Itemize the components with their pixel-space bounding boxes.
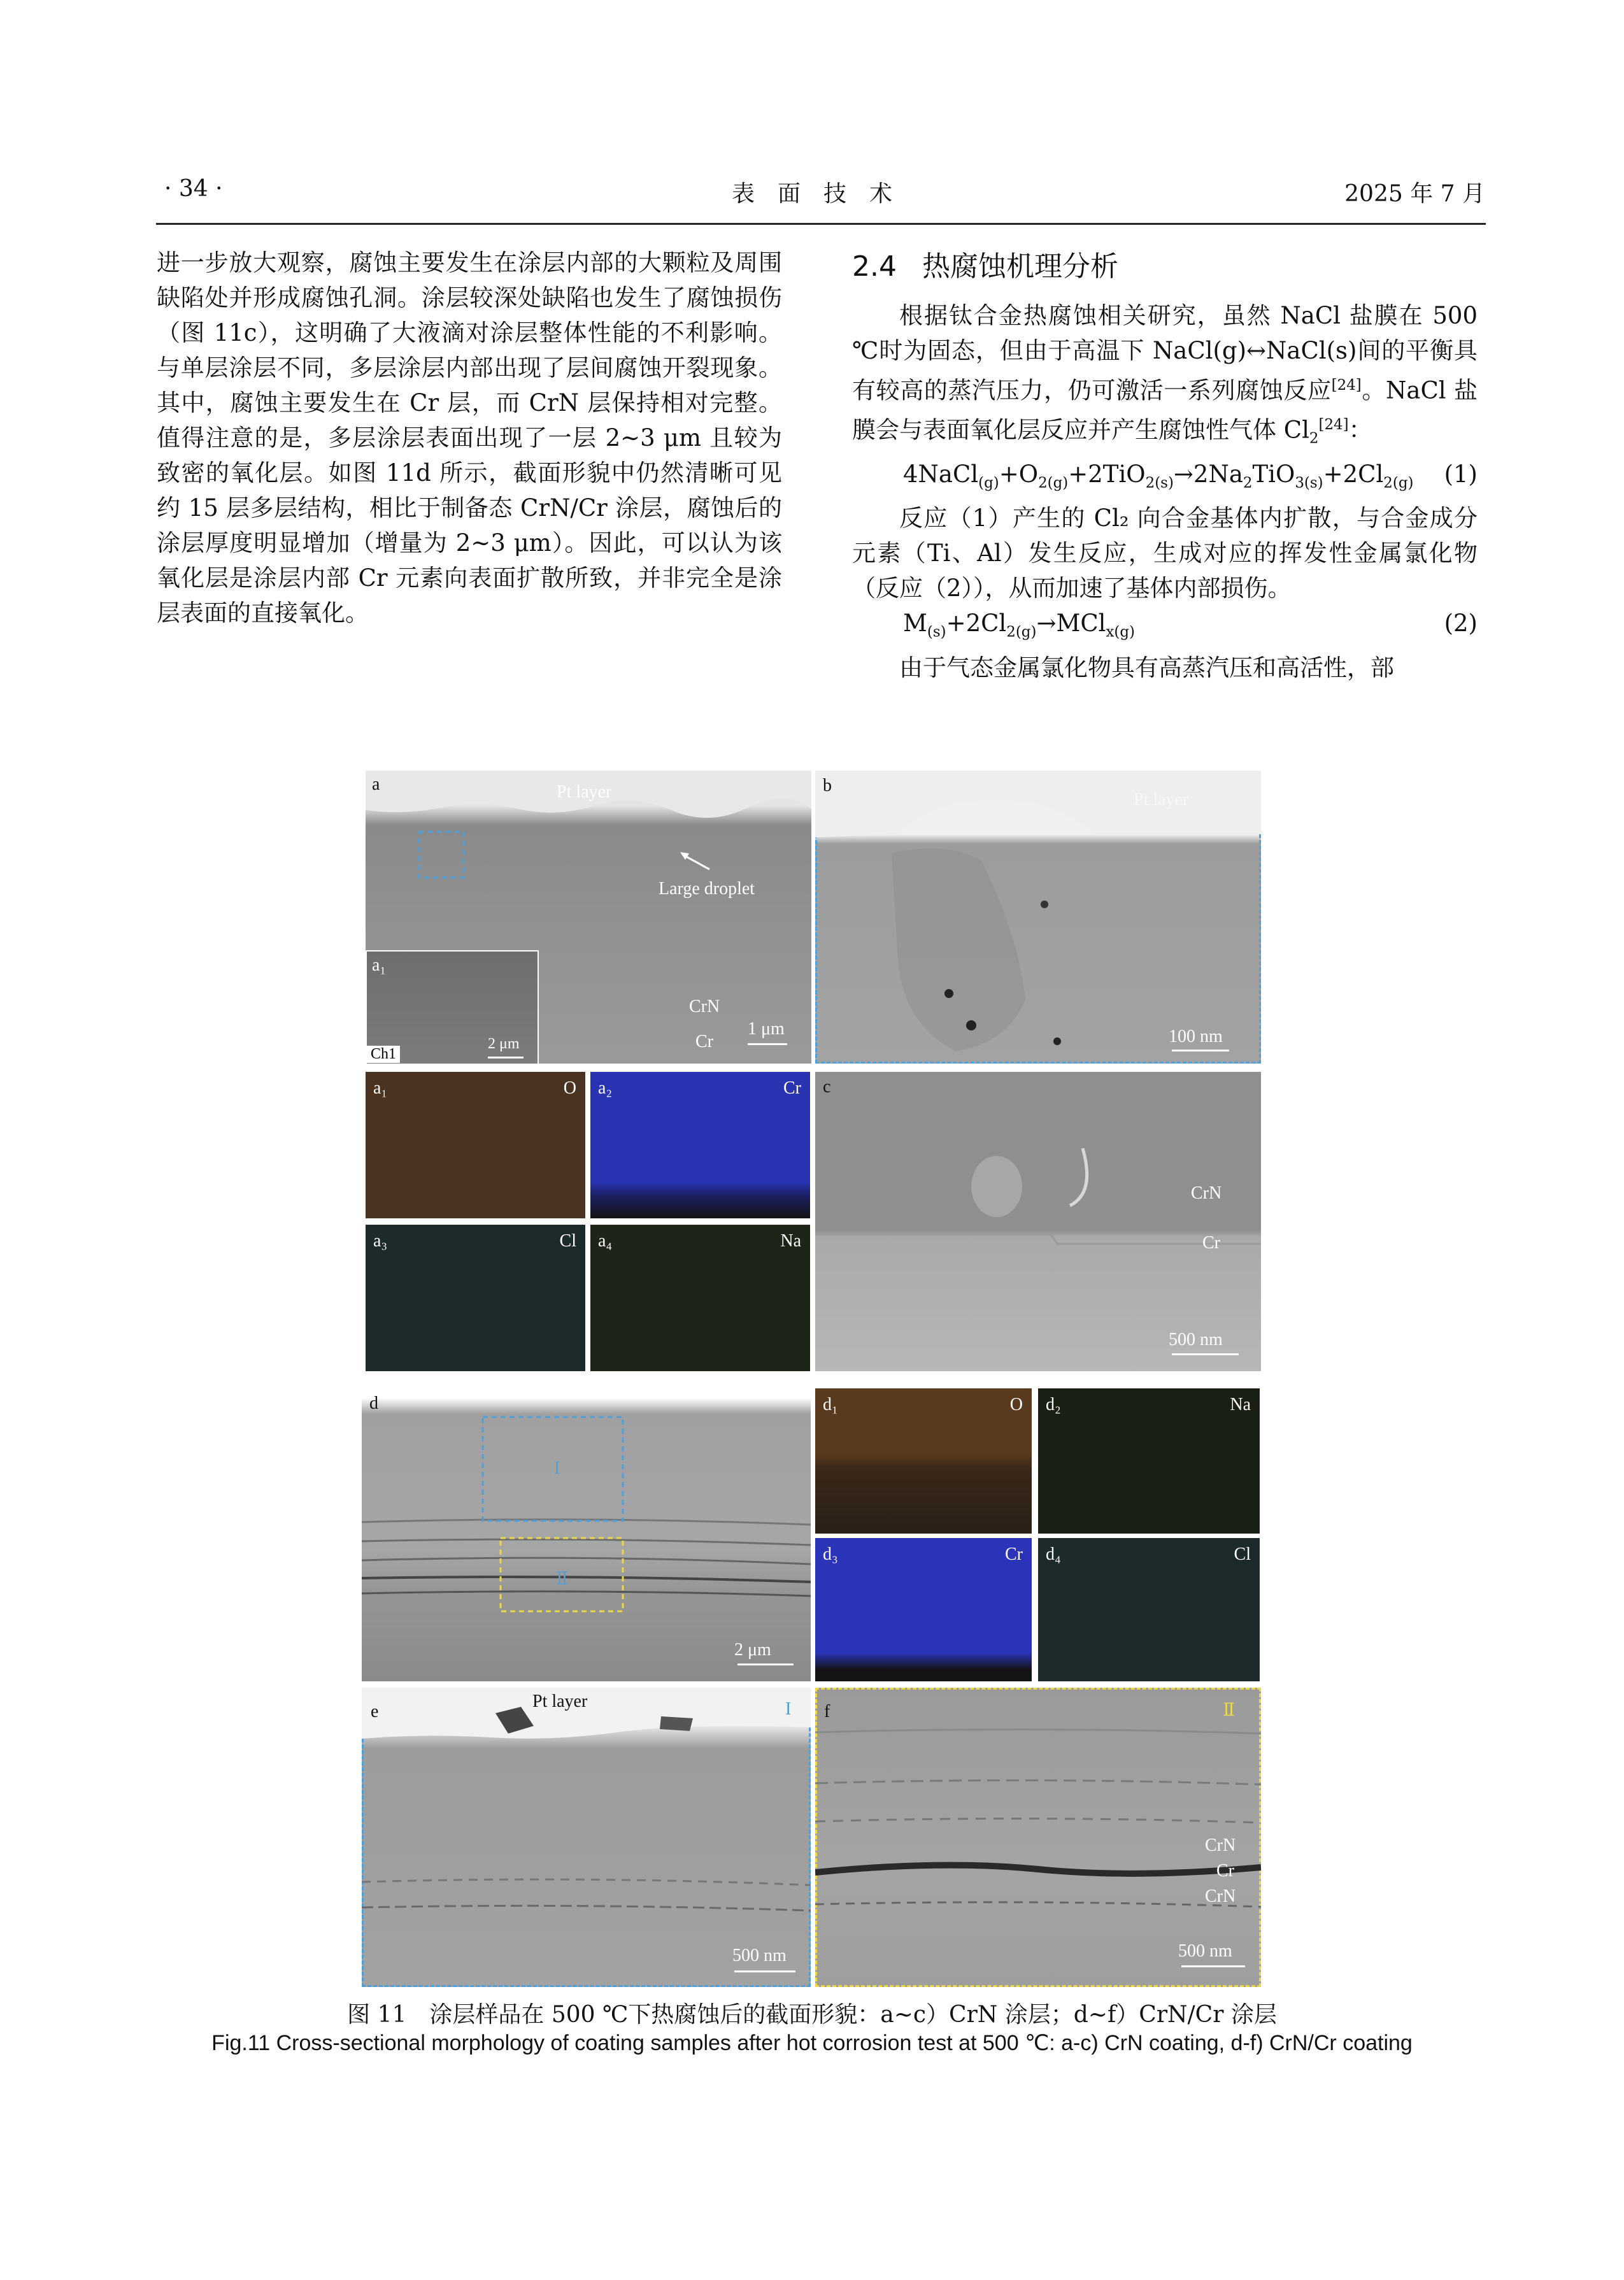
scale-label: 2 μm bbox=[734, 1640, 771, 1660]
region-i-label: I bbox=[785, 1699, 792, 1719]
panel-label: a bbox=[372, 774, 380, 794]
map-label: a₃ bbox=[373, 1231, 388, 1251]
issue-date: 2025 年 7 月 bbox=[1344, 181, 1485, 207]
large-droplet-label: Large droplet bbox=[659, 879, 755, 899]
eds-map-a2-Cr bbox=[590, 1072, 810, 1218]
panel-f-sem bbox=[815, 1688, 1261, 1987]
eds-map-a4-Na bbox=[590, 1225, 810, 1371]
citation: [24] bbox=[1318, 417, 1349, 434]
panel-label: e bbox=[371, 1702, 379, 1721]
journal-title: 表 面 技 术 bbox=[731, 181, 892, 207]
inset-label: a₁ bbox=[372, 955, 387, 975]
eds-map-d1-O bbox=[815, 1388, 1032, 1534]
scale-label: 100 nm bbox=[1169, 1027, 1223, 1046]
eds-map-a1-O bbox=[366, 1072, 585, 1218]
channel-label: Ch1 bbox=[367, 1046, 400, 1063]
paragraph-continued: 由于气态金属氯化物具有高蒸汽压和高活性，部 bbox=[899, 653, 1394, 681]
inset-a1 bbox=[366, 950, 539, 1064]
panel-label: d bbox=[369, 1393, 378, 1413]
crn-label-2: CrN bbox=[1205, 1886, 1236, 1906]
region-ii-label: Ⅱ bbox=[556, 1569, 569, 1589]
map-element: Cr bbox=[1005, 1544, 1023, 1564]
region-ii-label: Ⅱ bbox=[1223, 1700, 1236, 1720]
region-i-label: I bbox=[554, 1458, 560, 1478]
scale-bar bbox=[1172, 1353, 1239, 1355]
para-text-a: 根据钛合金热腐蚀相关研究，虽然 NaCl 盐膜在 500 ℃时为固态，但由于高温下 NaCl(g)↔NaCl(s)间的平衡具有较高的蒸汽压力，仍可激活一系列腐蚀反应 bbox=[852, 302, 1478, 404]
panel-d-multilayer bbox=[362, 1388, 811, 1681]
eds-map-d4-Cl bbox=[1038, 1538, 1260, 1681]
map-label: a₂ bbox=[598, 1078, 613, 1098]
inset-scale-bar bbox=[488, 1057, 524, 1058]
map-label: a₁ bbox=[373, 1078, 388, 1098]
map-label: d₃ bbox=[823, 1544, 838, 1564]
header-rule bbox=[156, 223, 1486, 225]
scale-bar bbox=[737, 1664, 794, 1665]
scale-bar bbox=[734, 1970, 795, 1972]
paragraph-mechanism bbox=[852, 298, 1478, 457]
equation-2 bbox=[852, 606, 1478, 650]
map-element: Cl bbox=[559, 1231, 576, 1251]
scale-label: 500 nm bbox=[732, 1946, 787, 1965]
para-text-b: 。NaCl 盐膜会与表面氧化层反应并产生腐蚀性气体 Cl bbox=[852, 376, 1478, 444]
section-title: 热腐蚀机理分析 bbox=[922, 250, 1118, 283]
figure-caption-zh: 图 11 涂层样品在 500 ℃下热腐蚀后的截面形貌：a~c）CrN 涂层；d~f）CrN/Cr 涂层 bbox=[347, 2002, 1277, 2028]
scale-bar bbox=[1181, 1965, 1245, 1967]
scale-bar bbox=[1172, 1050, 1229, 1051]
scale-label: 1 μm bbox=[748, 1019, 785, 1039]
figure-caption-en: Fig.11 Cross-sectional morphology of coating samples after hot corrosion test at 500 ℃: a-c) CrN coating, d-f) CrN/Cr coating bbox=[211, 2031, 1413, 2055]
crn-label: CrN bbox=[689, 997, 720, 1016]
scale-label: 500 nm bbox=[1178, 1941, 1232, 1961]
map-element: O bbox=[563, 1078, 576, 1098]
crn-label: CrN bbox=[1205, 1835, 1236, 1855]
scale-bar bbox=[748, 1043, 787, 1045]
cr-label: Cr bbox=[695, 1032, 713, 1051]
map-label: d₂ bbox=[1046, 1395, 1061, 1414]
left-paragraph: 进一步放大观察，腐蚀主要发生在涂层内部的大颗粒及周围缺陷处并形成腐蚀孔洞。涂层较深处缺陷也发生了腐蚀损伤（图 11c），这明确了大液滴对涂层整体性能的不利影响。与单层涂层不同，多层涂层内部出现了层间腐蚀开裂现象。其中，腐蚀主要发生在 Cr 层，而 CrN 层保持相对完整。值得注意的是，多层涂层表面出现了一层 2~3 μm 且较为致密的氧化层。如图 11d 所示，截面形貌中仍然清晰可见约 15 层多层结构，相比于制备态 CrN/Cr 涂层，腐蚀后的涂层厚度明显增加（增量为 2~3 μm）。因此，可以认为该氧化层是涂层内部 Cr 元素向表面扩散所致，并非完全是涂层表面的直接氧化。 bbox=[157, 249, 782, 627]
map-label: d₁ bbox=[823, 1395, 838, 1414]
panel-label: b bbox=[823, 776, 832, 795]
panel-b-pit bbox=[815, 771, 1261, 1064]
scale-label: 500 nm bbox=[1169, 1330, 1223, 1350]
map-label: d₄ bbox=[1046, 1544, 1061, 1564]
eds-map-d3-Cr bbox=[815, 1538, 1032, 1681]
crn-label: CrN bbox=[1191, 1183, 1222, 1203]
section-number: 2.4 bbox=[852, 250, 897, 283]
equation-2-number: (2) bbox=[1444, 609, 1478, 638]
cr-label: Cr bbox=[1202, 1233, 1220, 1253]
equation-1-number: (1) bbox=[1444, 460, 1478, 488]
map-element: Na bbox=[780, 1231, 801, 1251]
map-element: Cr bbox=[783, 1078, 801, 1098]
map-element: Na bbox=[1230, 1395, 1251, 1414]
subscript: 2 bbox=[1309, 431, 1319, 448]
section-heading bbox=[852, 247, 1478, 287]
para-text-end: ： bbox=[1348, 416, 1372, 444]
paragraph-reaction: 反应（1）产生的 Cl₂ 向合金基体内扩散，与合金成分元素（Ti、Al）发生反应，生成对应的挥发性金属氯化物（反应（2）），从而加速了基体内部损伤。 bbox=[852, 504, 1478, 602]
equation-1 bbox=[852, 457, 1478, 501]
map-element: Cl bbox=[1234, 1544, 1251, 1564]
panel-d-sem bbox=[362, 1388, 811, 1681]
page-number: · 34 · bbox=[164, 176, 223, 202]
left-column bbox=[157, 245, 782, 631]
panel-a-sem bbox=[366, 771, 811, 1064]
panel-c-defects bbox=[815, 1072, 1261, 1371]
panel-e-sem bbox=[362, 1688, 811, 1987]
right-column bbox=[852, 247, 1478, 685]
eds-map-d2-Na bbox=[1038, 1388, 1260, 1534]
pt-layer-label: Pt layer bbox=[557, 782, 612, 802]
panel-b-sem bbox=[815, 771, 1261, 1064]
pt-layer-label: Pt layer bbox=[532, 1692, 588, 1711]
panel-label: f bbox=[824, 1702, 830, 1721]
panel-c-sem bbox=[815, 1072, 1261, 1371]
equation-2-body: $M_{(s)}+2Cl_{2(g)}\to MCl_{x(g)}$ bbox=[903, 609, 1135, 641]
equation-1-body: $4NaCl_{(g)}+O_{2(g)}+2TiO_{2(s)}\to 2Na_2TiO_{3(s)}+2Cl_{2(g)}$ bbox=[903, 460, 1414, 492]
panel-label: c bbox=[823, 1077, 831, 1097]
map-element: O bbox=[1009, 1395, 1023, 1414]
citation: [24] bbox=[1331, 377, 1362, 394]
cr-label: Cr bbox=[1216, 1861, 1234, 1881]
panel-e-surface bbox=[362, 1688, 811, 1987]
map-label: a₄ bbox=[598, 1231, 613, 1251]
pt-layer-label: Pt layer bbox=[1134, 790, 1189, 809]
eds-map-a3-Cl bbox=[366, 1225, 585, 1371]
inset-scale-label: 2 μm bbox=[488, 1036, 520, 1052]
